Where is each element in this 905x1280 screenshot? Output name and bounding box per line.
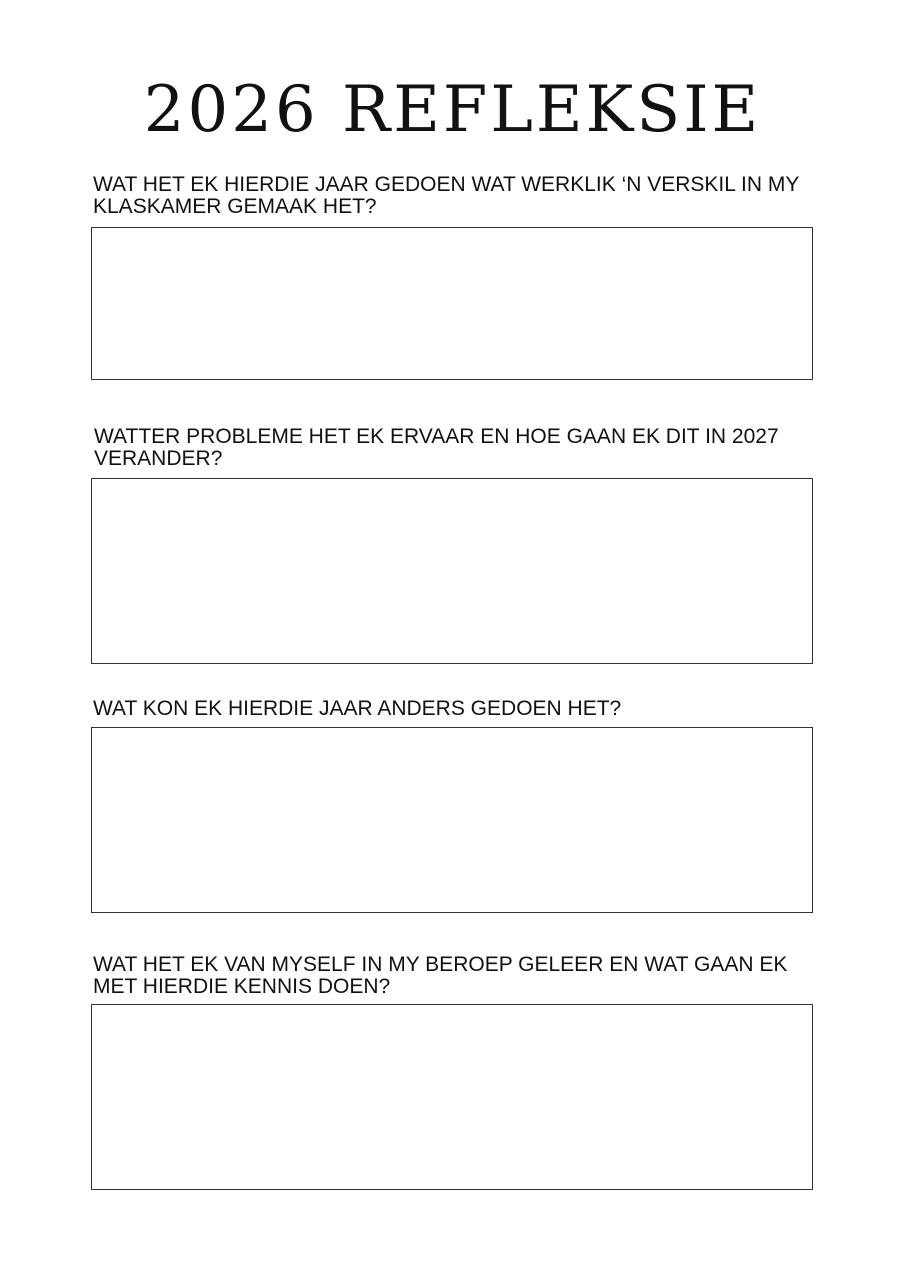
question-2: WATTER PROBLEME HET EK ERVAAR EN HOE GAAN EK DIT IN 2027 VERANDER? <box>94 425 779 470</box>
answer-box-3[interactable] <box>91 727 813 913</box>
answer-box-2[interactable] <box>91 478 813 664</box>
answer-box-1[interactable] <box>91 227 813 380</box>
question-4: WAT HET EK VAN MYSELF IN MY BEROEP GELEER EN WAT GAAN EK MET HIERDIE KENNIS DOEN? <box>93 953 788 998</box>
answer-box-4[interactable] <box>91 1004 813 1190</box>
question-3: WAT KON EK HIERDIE JAAR ANDERS GEDOEN HET? <box>93 697 622 720</box>
question-1: WAT HET EK HIERDIE JAAR GEDOEN WAT WERKLIK ‘N VERSKIL IN MY KLASKAMER GEMAAK HET? <box>93 173 799 218</box>
page-title: 2026 REFLEKSIE <box>143 73 762 147</box>
